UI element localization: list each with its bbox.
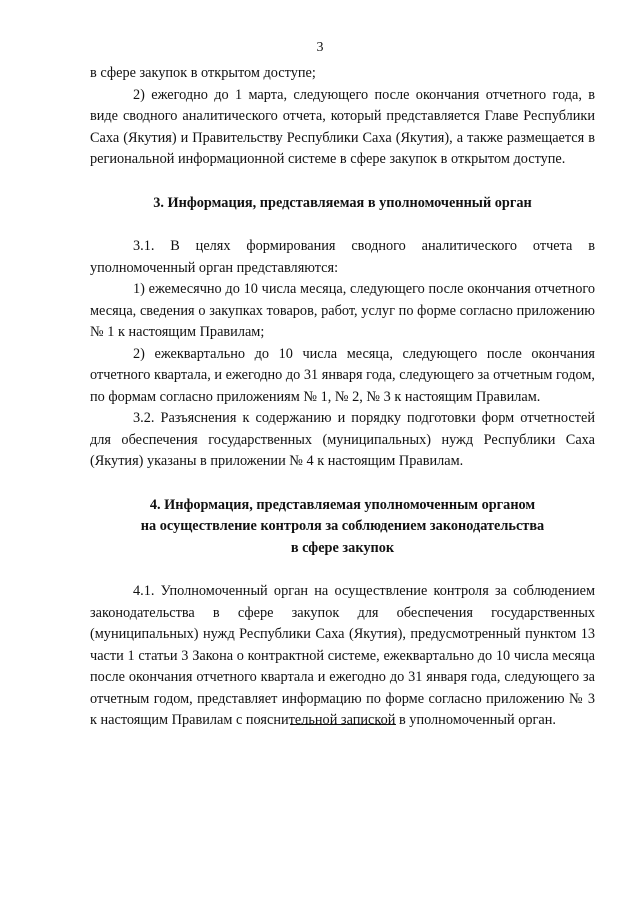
section-3-heading: 3. Информация, представляемая в уполномоченный орган	[153, 194, 532, 211]
section-4-heading-line-1: 4. Информация, представляемая уполномоченным органом	[149, 496, 536, 513]
section-4-heading-line-3: в сфере закупок	[290, 539, 395, 556]
page-number: 3	[316, 40, 324, 55]
paragraph-4-1: 4.1. Уполномоченный орган на осуществление контроля за соблюдением законодательства в сфере закупок для обеспечения государственных (муниципальных) нужд Республики Саха (Якутия), предусмотренный пунктом 13 части 1 статьи 3 Закона о контрактной системе, ежеквартально до 10 числа месяца после окончания отчетного квартала и ежегодно до 31 января года, следующего за отчетным годом, представляет информацию по форме согласно приложению № 3 к настоящим Правилам с пояснительной запиской в уполномоченный орган.	[90, 583, 595, 728]
document-body	[90, 63, 595, 732]
paragraph-3-1: 3.1. В целях формирования сводного аналитического отчета в уполномоченный орган представляются:	[90, 238, 595, 276]
paragraph-3-2: 3.2. Разъяснения к содержанию и порядку подготовки форм отчетностей для обеспечения государственных (муниципальных) нужд Республики Саха (Якутия) указаны в приложении № 4 к настоящим Правилам.	[90, 410, 595, 469]
paragraph-3-1-item-1: 1) ежемесячно до 10 числа месяца, следующего после окончания отчетного месяца, сведения о закупках товаров, работ, услуг по форме согласно приложению № 1 к настоящим Правилам;	[90, 281, 595, 340]
section-4-heading	[90, 495, 595, 560]
paragraph-continuation: в сфере закупок в открытом доступе;	[90, 65, 316, 81]
end-divider-line	[290, 724, 396, 725]
paragraph-item-2-annual: 2) ежегодно до 1 марта, следующего после окончания отчетного года, в виде сводного аналитического отчета, который представляется Главе Республики Саха (Якутия) и Правительству Республики Саха (Якутия), а также размещается в региональной информационной системе в сфере закупок в открытом доступе.	[90, 86, 595, 167]
paragraph-3-1-item-2: 2) ежеквартально до 10 числа месяца, следующего после окончания отчетного квартала, и ежегодно до 31 января года, следующего за отчетным годом, по формам согласно приложениям № 1, № 2, № 3 к настоящим Правилам.	[90, 345, 595, 405]
section-4-heading-line-2: на осуществление контроля за соблюдением законодательства	[140, 518, 545, 534]
